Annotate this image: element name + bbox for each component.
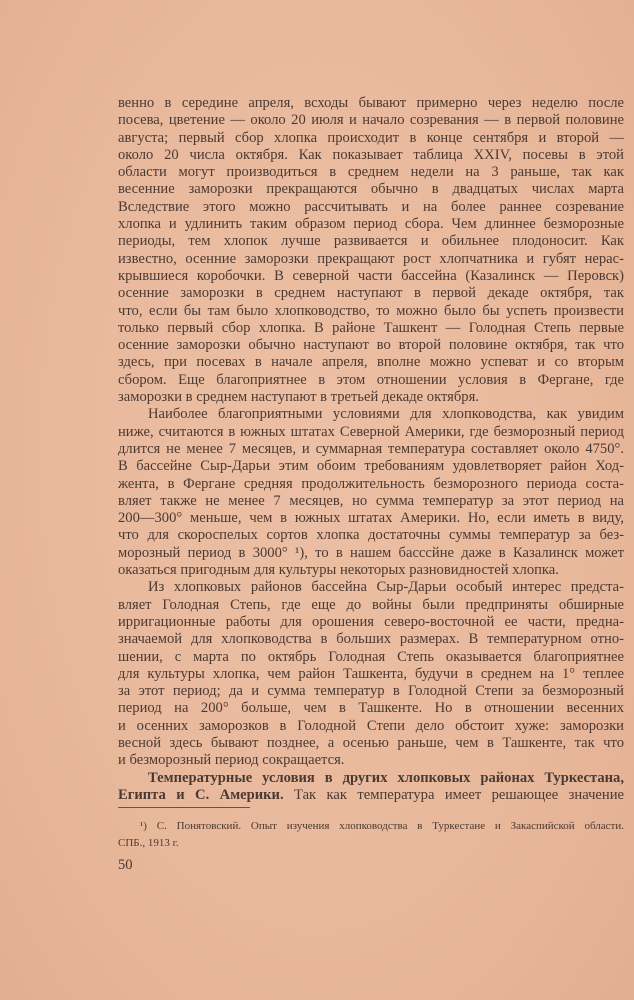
text-line: здесь, при посевах в начале апреля, вполне можно успеват и со вторым bbox=[118, 354, 624, 371]
text-line: весенние заморозки прекращаются обычно в двадцатых числах марта bbox=[118, 181, 624, 198]
text-line: за этот период; да и сумма температур в Голодной Степи за безморозный bbox=[118, 683, 624, 700]
text-line: посева, цветение — около 20 июля и начало созревания — в первой половине bbox=[118, 112, 624, 129]
text-line: период на 200° больше, чем в Ташкенте. Но в отношении весенних bbox=[118, 700, 624, 717]
text-fragment: Так как температура имеет решающее значение bbox=[283, 786, 625, 803]
text-line: для культуры хлопка, чем район Ташкента, будучи в среднем на 1° теплее bbox=[118, 665, 624, 682]
text-line: Из хлопковых районов бассейна Сыр-Дарьи особый интерес предста- bbox=[148, 579, 624, 596]
text-line bbox=[118, 787, 624, 804]
text-line: осенние заморозки обычно наступают во второй половине октября, так что bbox=[118, 337, 624, 354]
footnote bbox=[118, 818, 624, 852]
text-line: около 20 числа октября. Как показывает таблица XXIV, посевы в этой bbox=[118, 146, 624, 163]
text-line: известно, осенние заморозки прекращают рост хлопчатника и губят нерас- bbox=[118, 250, 624, 267]
text-line: 200—300° меньше, чем в южных штатах Америки. Но, если иметь в виду, bbox=[118, 510, 624, 527]
text-line: осенние заморозки в среднем наступают в первой декаде октября, так bbox=[118, 285, 624, 302]
text-line: крывшиеся коробочки. В северной части бассейна (Казалинск — Перовск) bbox=[118, 267, 624, 284]
paragraph bbox=[118, 579, 624, 769]
text-line: весной здесь бывают позднее, а осенью раньше, чем в Ташкенте, так что bbox=[118, 734, 624, 751]
section-heading-line: Египта и С. Америки. bbox=[118, 786, 284, 803]
text-line: и безморозный период сокращается. bbox=[118, 752, 345, 769]
text-line: области могут производиться в среднем недели на 3 раньше, так как bbox=[118, 164, 624, 181]
text-line: длится не менее 7 месяцев, и суммарная температура составляет около 4750°. bbox=[118, 440, 624, 457]
text-line: Вследствие этого можно рассчитывать и на более раннее созревание bbox=[118, 198, 624, 215]
text-line: вляет также не менее 7 месяцев, но сумма температур за этот период на bbox=[118, 492, 624, 509]
text-line: оказаться пригодным для культуры некоторых разновидностей хлопка. bbox=[118, 562, 559, 579]
text-line: периоды, тем хлопок лучше развивается и обильнее плодоносит. Как bbox=[118, 233, 624, 250]
text-line: сбором. Еще благоприятнее в этом отношении условия в Фергане, где bbox=[118, 371, 624, 388]
page-number: 50 bbox=[118, 857, 133, 873]
paragraph bbox=[118, 95, 624, 406]
text-line: В бассейне Сыр-Дарьи этим обоим требованиям удовлетворяет район Ход- bbox=[118, 458, 624, 475]
footnote-divider bbox=[118, 807, 250, 808]
text-line: заморозки в среднем наступают в третьей декаде октября. bbox=[118, 389, 479, 406]
text-line: морозный период в 3000° ¹), то в нашем басссйне даже в Казалинск может bbox=[118, 544, 624, 561]
section-paragraph bbox=[118, 770, 624, 805]
paragraph bbox=[118, 406, 624, 579]
section-heading-line: Температурные условия в других хлопковых районах Туркестана, bbox=[148, 769, 624, 786]
text-line: что, если бы там было хлопководство, то можно было бы успеть произвести bbox=[118, 302, 624, 319]
footnote-line: СПБ., 1913 г. bbox=[118, 837, 179, 849]
text-line: хлопка и удлинить таким образом период сбора. Чем длиннее безморозные bbox=[118, 216, 624, 233]
text-line: значаемой для хлопководства в больших размерах. В температурном отно- bbox=[118, 631, 624, 648]
text-line: что для скороспелых сортов хлопка достаточны суммы температур за без- bbox=[118, 527, 624, 544]
body-text bbox=[118, 95, 624, 804]
text-line: Наиболее благоприятными условиями для хлопководства, как увидим bbox=[148, 406, 624, 423]
text-line: вляет Голодная Степь, где еще до войны были предприняты обширные bbox=[118, 596, 624, 613]
text-line: венно в середине апреля, всходы бывают примерно через неделю после bbox=[118, 95, 624, 111]
text-line: и осенних заморозков в Голодной Степи дело обстоит хуже: заморозки bbox=[118, 717, 624, 734]
text-line: шении, с марта по октябрь Голодная Степь оказывается благоприятнее bbox=[118, 648, 624, 665]
text-line: жента, в Фергане средняя продолжительность безморозного периода соста- bbox=[118, 475, 624, 492]
text-line: августа; первый сбор хлопка происходит в конце сентября и второй — bbox=[118, 129, 624, 146]
text-line: ниже, считаются в южных штатах Северной Америки, где безморозный период bbox=[118, 423, 624, 440]
text-line: только первый сбор хлопка. В районе Ташкент — Голодная Степь первые bbox=[118, 319, 624, 336]
footnote-line: ¹) С. Понятовский. Опыт изучения хлопководства в Туркестане и Закаспийской области. bbox=[140, 820, 624, 832]
text-line: ирригационные работы для орошения северо-восточной ее части, предна- bbox=[118, 613, 624, 630]
